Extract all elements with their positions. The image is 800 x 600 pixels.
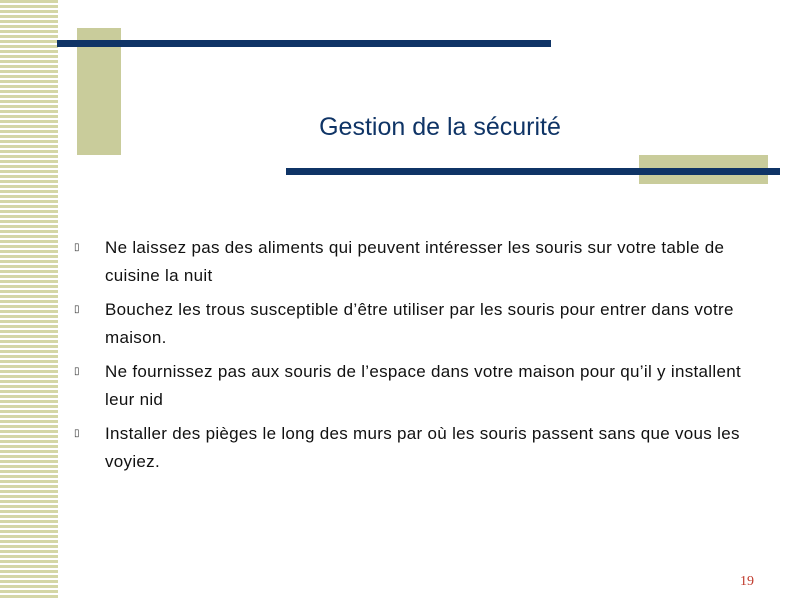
bullet-text: Ne laissez pas des aliments qui peuvent intéresser les souris sur votre table de cuisine la nuit bbox=[105, 238, 725, 285]
slide-title: Gestion de la sécurité bbox=[319, 113, 561, 141]
title-rule-top bbox=[57, 40, 551, 47]
list-item bbox=[70, 358, 770, 414]
list-item bbox=[70, 296, 770, 352]
bullet-icon: ▯ bbox=[74, 366, 80, 377]
bullet-text: Installer des pièges le long des murs par où les souris passent sans que vous les voyiez. bbox=[105, 424, 740, 471]
list-item bbox=[70, 420, 770, 476]
bullet-icon: ▯ bbox=[74, 428, 80, 439]
bullet-icon: ▯ bbox=[74, 304, 80, 315]
bullet-list bbox=[70, 234, 770, 482]
page-number: 19 bbox=[740, 574, 754, 589]
left-decorative-stripes bbox=[0, 0, 58, 600]
bullet-icon: ▯ bbox=[74, 242, 80, 253]
title-rule-bottom bbox=[286, 168, 780, 175]
bullet-text: Ne fournissez pas aux souris de l’espace dans votre maison pour qu’il y installent leur nid bbox=[105, 362, 741, 409]
accent-block-top-left bbox=[77, 28, 121, 155]
bullet-text: Bouchez les trous susceptible d’être utiliser par les souris pour entrer dans votre maison. bbox=[105, 300, 734, 347]
list-item bbox=[70, 234, 770, 290]
